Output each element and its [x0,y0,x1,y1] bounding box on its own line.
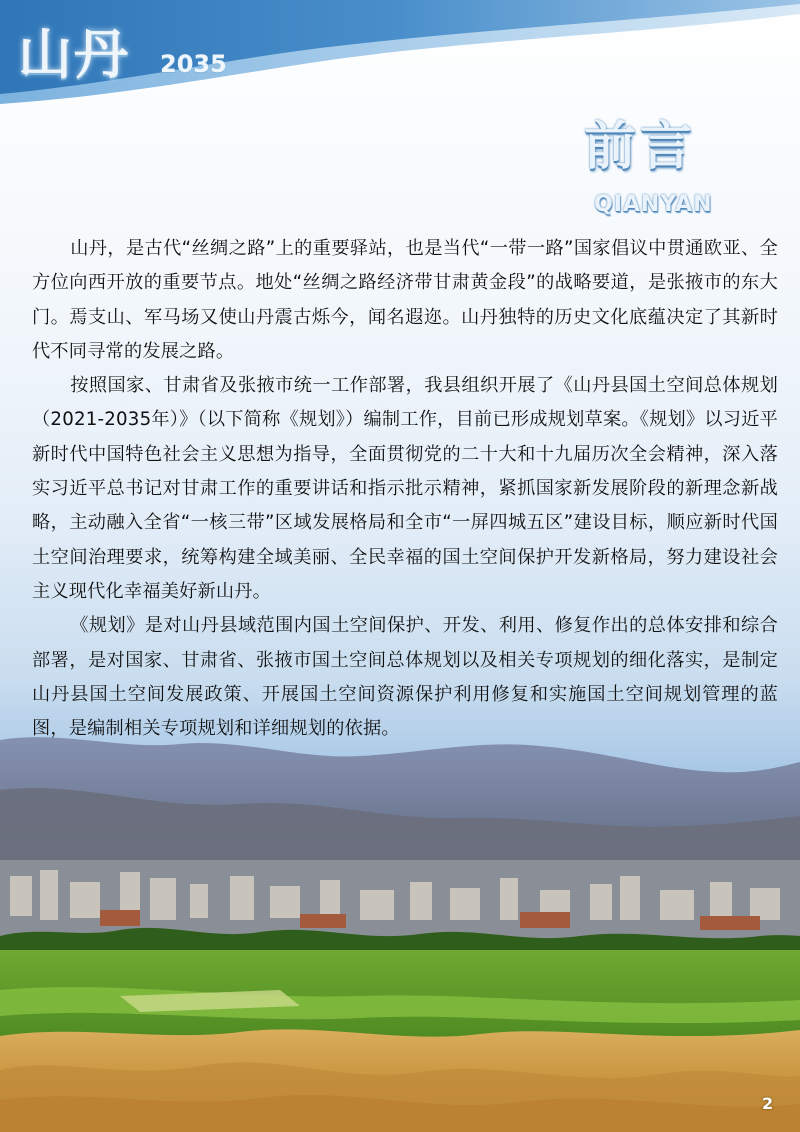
page-subtitle: QIANYAN [594,192,713,217]
logo-text: 山丹 [18,23,130,86]
paragraph-2: 按照国家、甘肃省及张掖市统一工作部署，我县组织开展了《山丹县国土空间总体规划（2021-2035年）》（以下简称《规划》）编制工作，目前已形成规划草案。《规划》以习近平新时代中国特色社会主义思想为指导，全面贯彻党的二十大和十九届历次全会精神，深入落实习近平总书记对甘肃工作的重要讲话和指示批示精神，紧抓国家新发展阶段的新理念新战略，主动融入全省“一核三带”区域发展格局和全市“一屏四城五区”建设目标，顺应新时代国土空间治理要求，统筹构建全域美丽、全民幸福的国土空间保护开发新格局，努力建设社会主义现代化幸福美好新山丹。 [32,375,778,602]
page-title: 前言 [584,117,697,177]
logo-year: 2035 [160,50,227,78]
page-number: 2 [762,1094,774,1113]
paragraph-3: 《规划》是对山丹县域范围内国土空间保护、开发、利用、修复作出的总体安排和综合部署，是对国家、甘肃省、张掖市国土空间总体规划以及相关专项规划的细化落实，是制定山丹县国土空间发展政策、开展国土空间资源保护利用修复和实施国土空间规划管理的蓝图，是编制相关专项规划和详细规划的依据。 [32,615,778,740]
landscape-photo [0,700,800,1132]
body-text [32,232,778,746]
paragraph-1: 山丹，是古代“丝绸之路”上的重要驿站，也是当代“一带一路”国家倡议中贯通欧亚、全方位向西开放的重要节点。地处“丝绸之路经济带甘肃黄金段”的战略要道，是张掖市的东大门。焉支山、军马场又使山丹震古烁今，闻名遐迩。山丹独特的历史文化底蕴决定了其新时代不同寻常的发展之路。 [32,238,778,362]
